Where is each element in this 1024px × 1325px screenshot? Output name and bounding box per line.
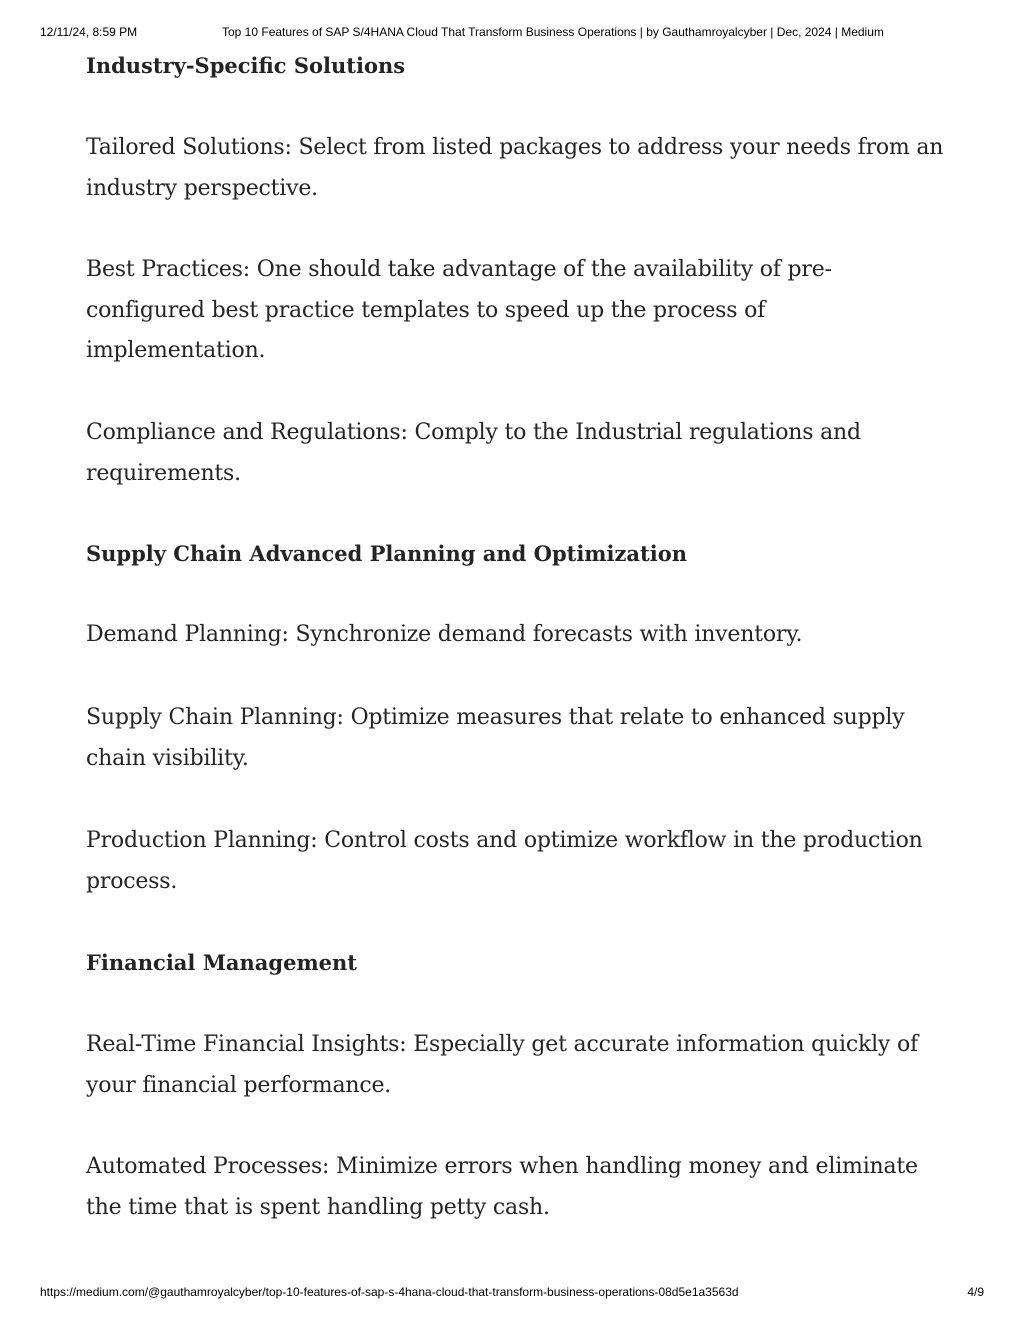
section-heading-industry [86,48,946,84]
paragraph: Demand Planning: Synchronize demand forecasts with inventory. [86,622,803,647]
print-page-title: Top 10 Features of SAP S/4HANA Cloud That Transform Business Operations | by Gauthamroyalcyber | Dec, 2024 | Medium [222,25,884,39]
section-heading: Supply Chain Advanced Planning and Optimization [86,541,687,566]
paragraph-supply-chain-planning [86,698,946,779]
paragraph-production-planning [86,821,946,902]
print-footer [40,1285,984,1301]
section-heading: Industry-Specific Solutions [86,53,406,78]
paragraph: Best Practices: One should take advantage of the availability of pre-configured best practice templates to speed up the process of implementation. [86,257,832,363]
paragraph: Production Planning: Control costs and optimize workflow in the production process. [86,828,923,894]
paragraph-demand-planning [86,615,946,656]
paragraph: Real-Time Financial Insights: Especially get accurate information quickly of your financial performance. [86,1032,918,1098]
section-heading-supply-chain [86,536,946,572]
paragraph: Supply Chain Planning: Optimize measures that relate to enhanced supply chain visibility. [86,705,905,771]
paragraph-automated-processes [86,1147,946,1228]
print-datetime: 12/11/24, 8:59 PM [40,25,138,39]
print-header [40,25,960,41]
page-number: 4/9 [967,1285,984,1299]
section-heading-financial [86,945,946,981]
paragraph-real-time-insights [86,1025,946,1106]
section-heading: Financial Management [86,950,358,975]
print-url: https://medium.com/@gauthamroyalcyber/top-10-features-of-sap-s-4hana-cloud-that-transform-business-operations-08d5e1a3563d [40,1285,739,1299]
paragraph: Tailored Solutions: Select from listed packages to address your needs from an industry perspective. [86,135,944,201]
paragraph-best-practices [86,250,946,372]
paragraph: Compliance and Regulations: Comply to the Industrial regulations and requirements. [86,420,861,486]
paragraph-compliance [86,413,946,494]
paragraph-tailored-solutions [86,128,946,209]
paragraph: Automated Processes: Minimize errors when handling money and eliminate the time that is spent handling petty cash. [86,1154,918,1220]
